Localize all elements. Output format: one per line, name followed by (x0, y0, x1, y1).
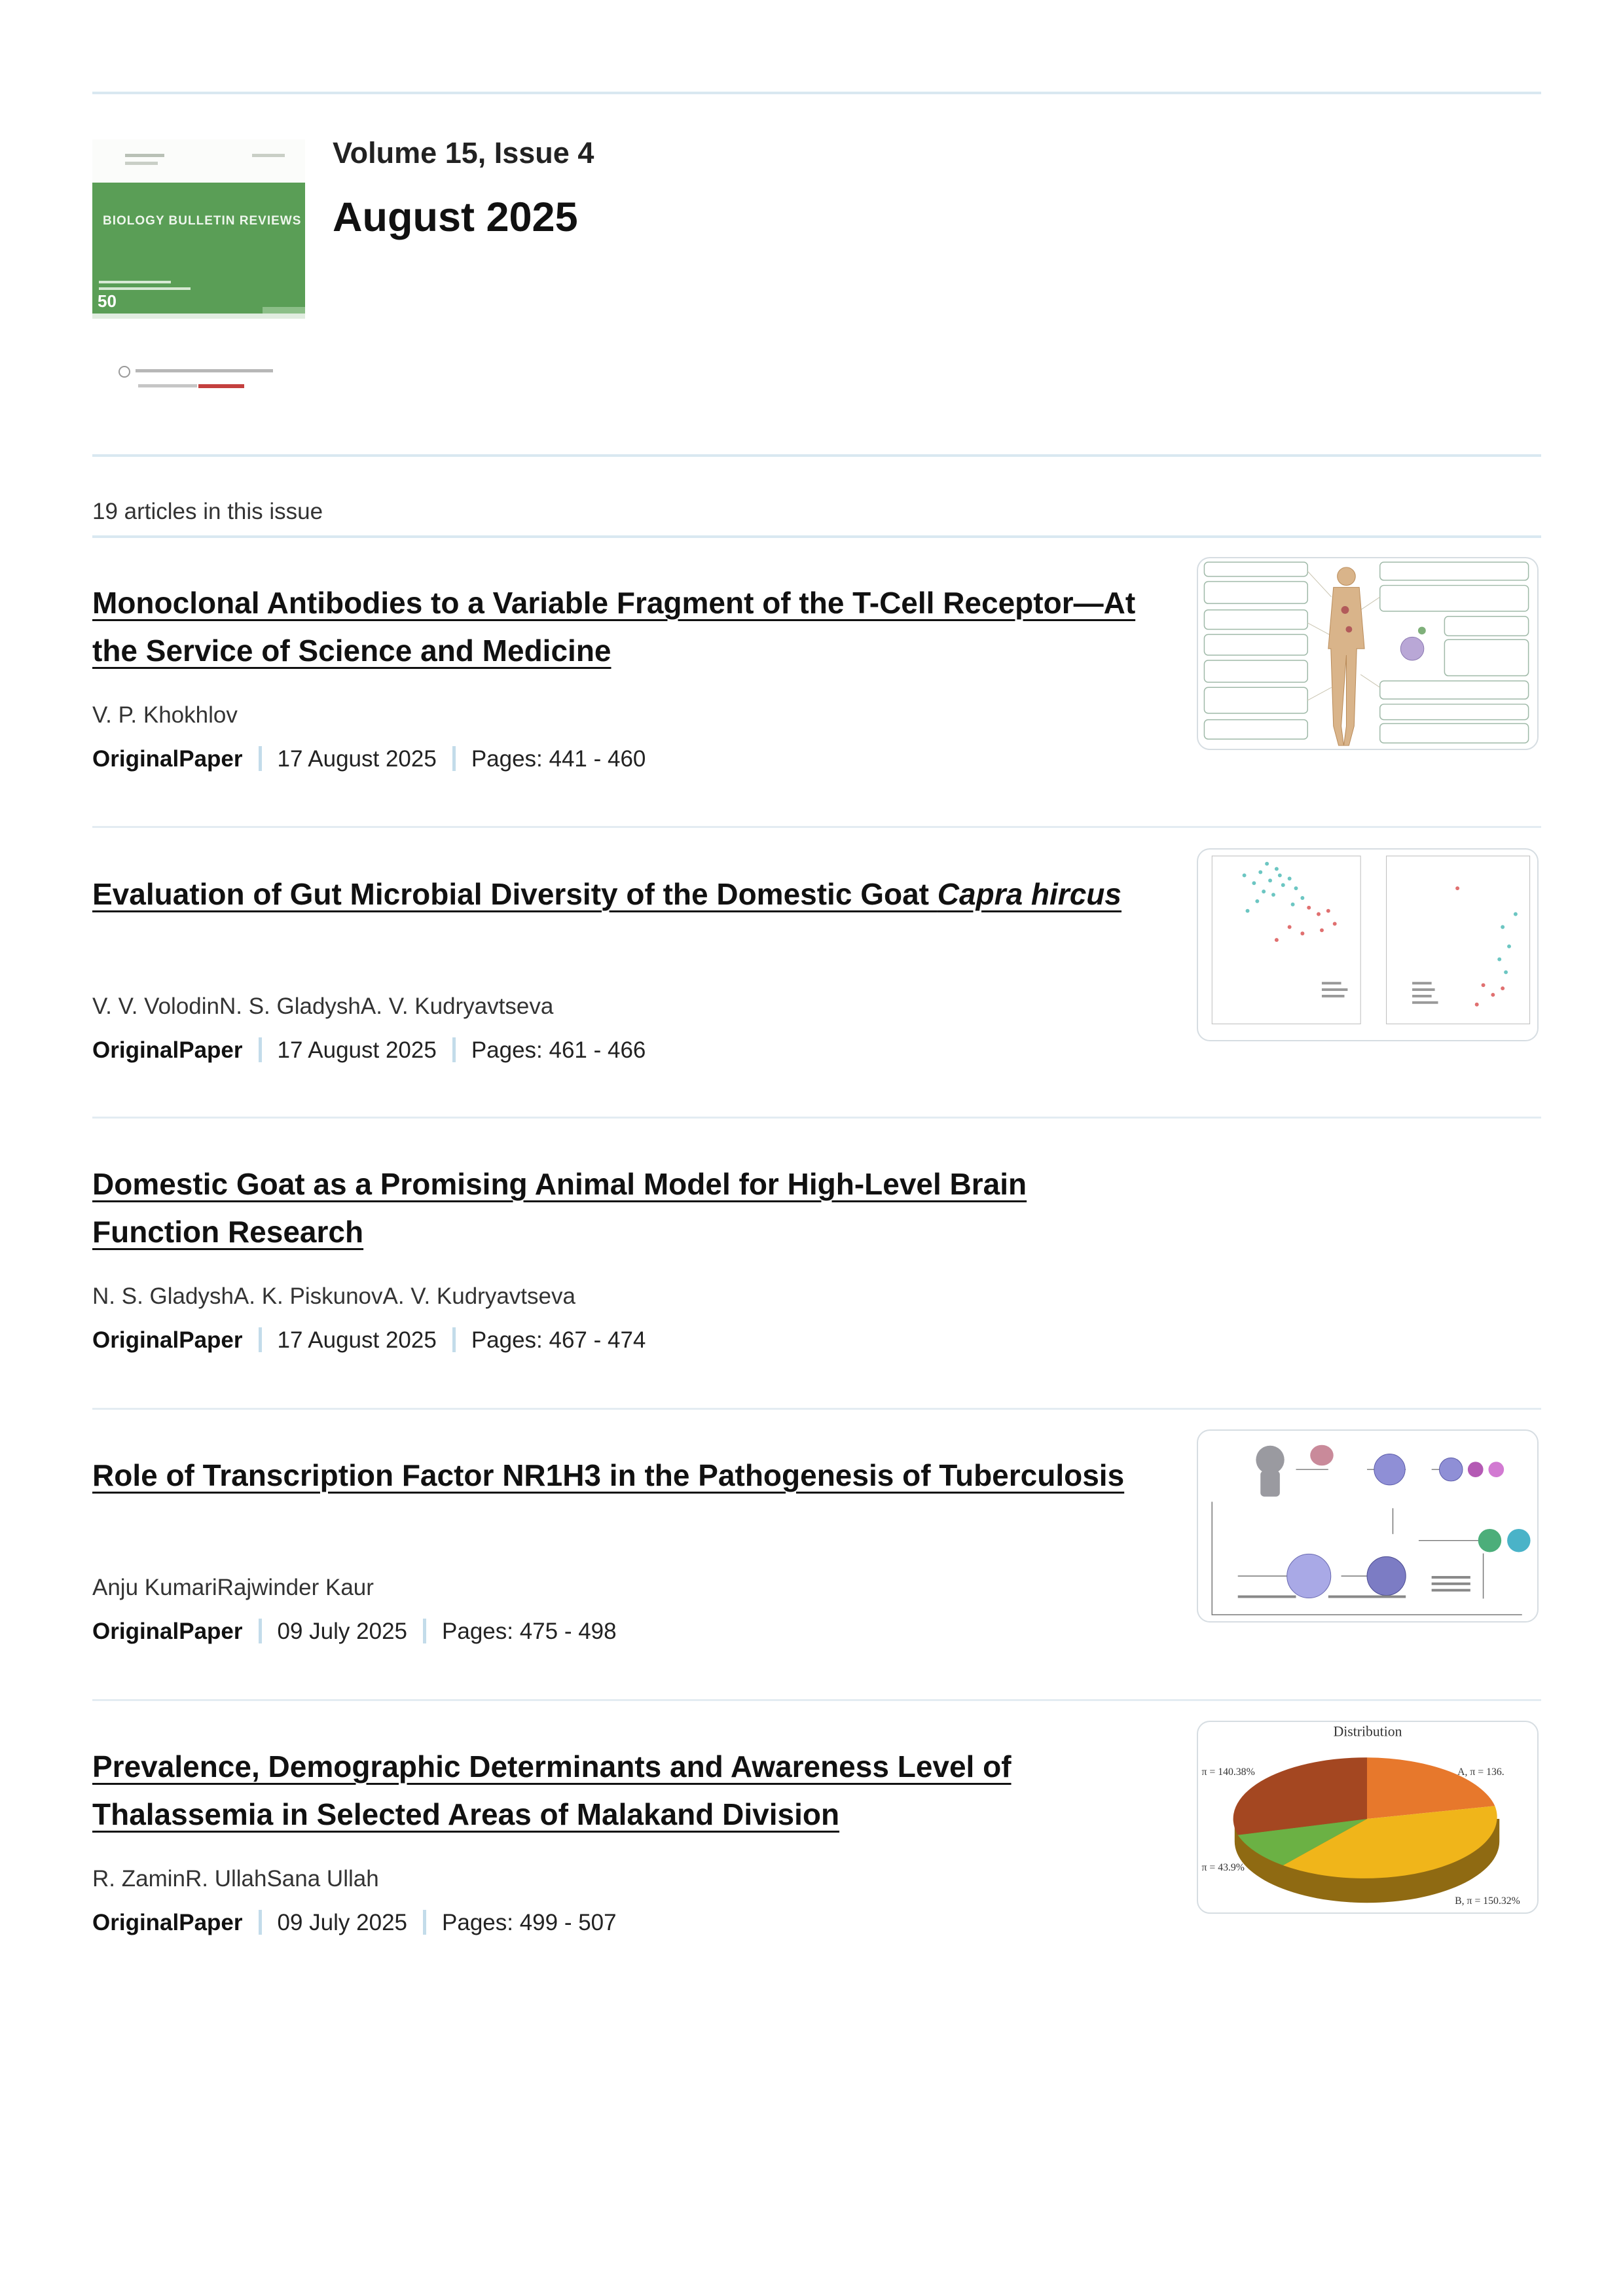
thumb-pie-label: A, π = 136. (1457, 1766, 1504, 1778)
article-thumbnail[interactable] (1197, 848, 1539, 1041)
thumb-pie-label: π = 43.9% (1201, 1861, 1245, 1873)
article-divider (92, 826, 1541, 828)
publisher-logo (119, 366, 282, 375)
article-meta (92, 1037, 646, 1064)
article-title[interactable]: Evaluation of Gut Microbial Diversity of the Domestic Goat Capra hircus (92, 877, 1122, 911)
article-meta (92, 1327, 646, 1354)
list-top-divider (92, 535, 1541, 538)
article-pages: Pages: 475 - 498 (442, 1619, 617, 1644)
article-title[interactable]: Domestic Goat as a Promising Animal Model for High-Level Brain Function Research (92, 1167, 1027, 1249)
article-authors: R. ZaminR. UllahSana Ullah (92, 1866, 379, 1892)
article-item (92, 1160, 1541, 1396)
article-date: 17 August 2025 (277, 1037, 437, 1063)
article-item (92, 1452, 1541, 1687)
article-meta (92, 1619, 617, 1645)
pathway-diagram-icon (1198, 1431, 1537, 1621)
article-thumbnail[interactable] (1197, 1721, 1539, 1914)
article-meta (92, 746, 646, 772)
article-item (92, 579, 1541, 815)
article-title[interactable]: Prevalence, Demographic Determinants and Awareness Level of Thalassemia in Selected Areas of Malakand Division (92, 1749, 1012, 1831)
cover-number: 50 (98, 291, 117, 311)
journal-cover-image[interactable] (92, 139, 305, 414)
article-type: OriginalPaper (92, 1619, 243, 1644)
article-divider (92, 1699, 1541, 1701)
article-authors: Anju KumariRajwinder Kaur (92, 1575, 374, 1600)
pie-chart-icon (1198, 1722, 1537, 1912)
article-divider (92, 1117, 1541, 1119)
article-divider (92, 1408, 1541, 1410)
article-meta (92, 1910, 617, 1936)
header-divider (92, 454, 1541, 457)
article-type: OriginalPaper (92, 746, 243, 772)
article-date: 17 August 2025 (277, 1327, 437, 1353)
body-diagram-icon (1198, 558, 1537, 749)
article-type: OriginalPaper (92, 1327, 243, 1353)
issue-date: August 2025 (333, 194, 578, 240)
thumb-pie-label: B, π = 150.32% (1455, 1895, 1520, 1907)
article-thumbnail[interactable] (1197, 557, 1539, 750)
article-pages: Pages: 461 - 466 (471, 1037, 646, 1063)
article-date: 09 July 2025 (277, 1910, 408, 1935)
article-title[interactable]: Role of Transcription Factor NR1H3 in the Pathogenesis of Tuberculosis (92, 1458, 1125, 1492)
article-pages: Pages: 467 - 474 (471, 1327, 646, 1353)
article-authors: V. P. Khokhlov (92, 702, 238, 728)
cover-title: BIOLOGY BULLETIN REVIEWS (103, 214, 302, 228)
article-date: 17 August 2025 (277, 746, 437, 772)
article-item (92, 1723, 1541, 1979)
article-type: OriginalPaper (92, 1910, 243, 1935)
article-type: OriginalPaper (92, 1037, 243, 1063)
volume-issue: Volume 15, Issue 4 (333, 136, 594, 170)
thumb-pie-title: Distribution (1333, 1723, 1402, 1740)
article-title[interactable]: Monoclonal Antibodies to a Variable Fragment of the T-Cell Receptor—At the Service of Science and Medicine (92, 586, 1136, 668)
article-pages: Pages: 441 - 460 (471, 746, 646, 772)
article-item (92, 870, 1541, 1106)
article-authors: V. V. VolodinN. S. GladyshA. V. Kudryavtseva (92, 994, 554, 1019)
thumb-pie-label: π = 140.38% (1201, 1766, 1255, 1778)
top-divider (92, 92, 1541, 94)
article-authors: N. S. GladyshA. K. PiskunovA. V. Kudryavtseva (92, 1283, 575, 1309)
article-date: 09 July 2025 (277, 1619, 408, 1644)
scatter-plot-icon (1198, 850, 1537, 1040)
article-pages: Pages: 499 - 507 (442, 1910, 617, 1935)
article-thumbnail[interactable] (1197, 1429, 1539, 1623)
article-count: 19 articles in this issue (92, 499, 323, 524)
